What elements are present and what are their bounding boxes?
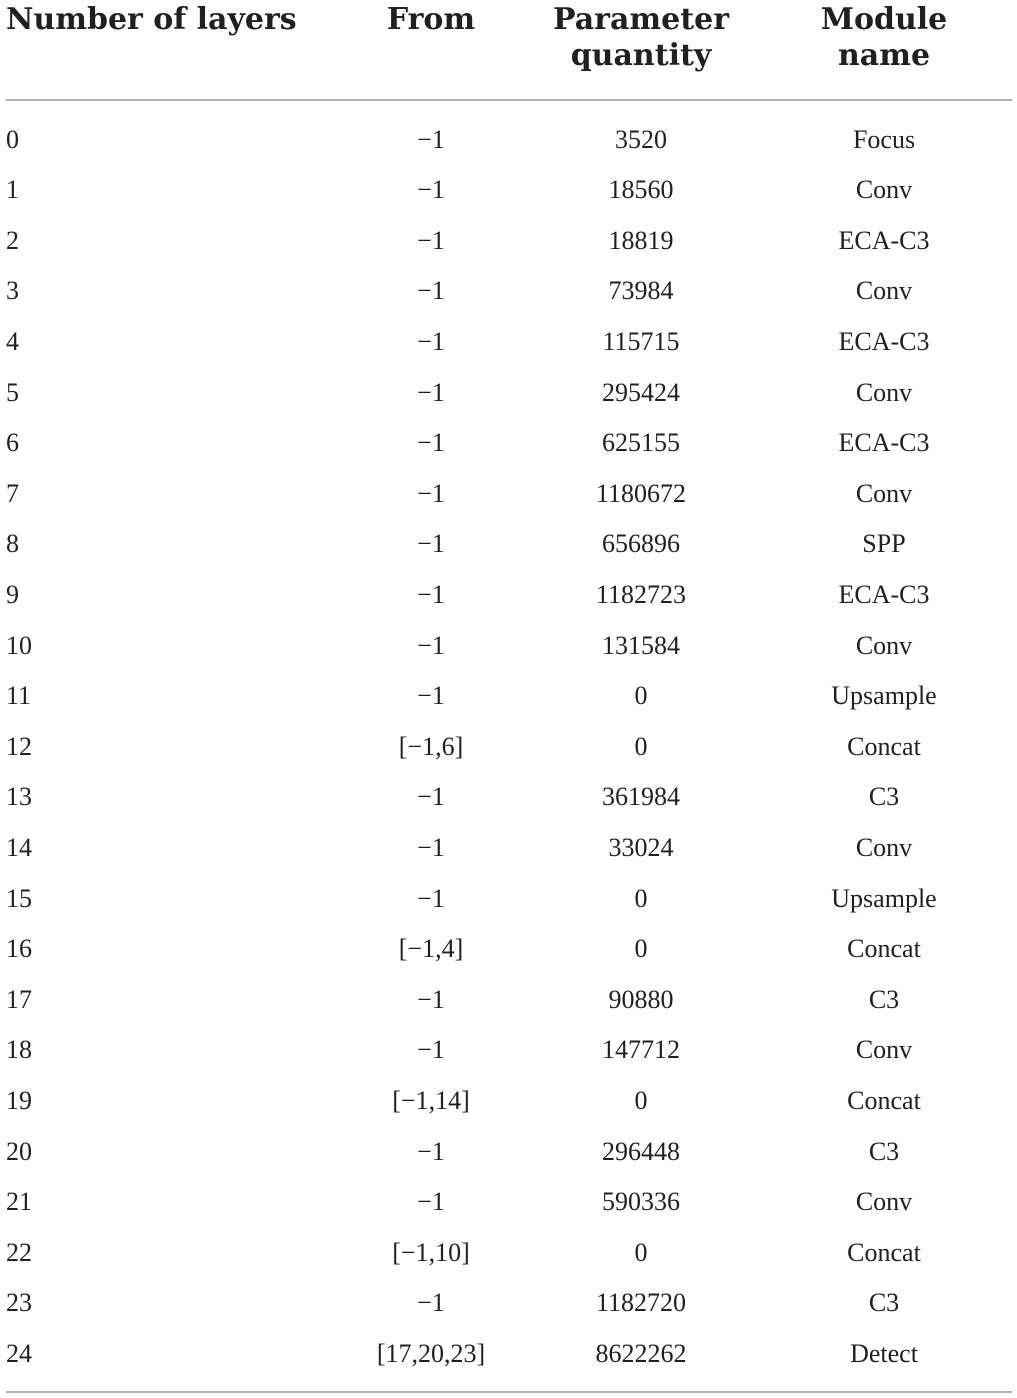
table-row xyxy=(6,671,1012,722)
table-row xyxy=(6,873,1012,924)
cell-parameter-quantity: 1180672 xyxy=(595,478,687,508)
cell-layer-number: 1 xyxy=(6,175,19,205)
cell-parameter-quantity: 656896 xyxy=(602,529,680,559)
table-row xyxy=(6,924,1012,975)
cell-from: −1 xyxy=(417,782,445,812)
cell-parameter-quantity: 8622262 xyxy=(595,1338,687,1368)
table-row xyxy=(6,620,1012,671)
cell-from: −1 xyxy=(417,1187,445,1217)
table-row xyxy=(6,317,1012,368)
cell-from: [−1,10] xyxy=(392,1237,470,1267)
table-row xyxy=(6,100,1012,165)
cell-from: [−1,6] xyxy=(398,731,464,761)
cell-layer-number: 8 xyxy=(6,529,19,559)
cell-module-name: SPP xyxy=(862,529,906,559)
cell-parameter-quantity: 625155 xyxy=(602,428,680,458)
cell-layer-number: 20 xyxy=(6,1136,32,1166)
cell-layer-number: 21 xyxy=(6,1187,32,1217)
cell-module-name: Detect xyxy=(850,1338,918,1368)
cell-from: −1 xyxy=(417,529,445,559)
cell-module-name: Conv xyxy=(855,276,913,306)
cell-parameter-quantity: 361984 xyxy=(602,782,680,812)
cell-module-name: Conv xyxy=(855,377,913,407)
header-module-line1: Module xyxy=(820,2,948,37)
cell-module-name: ECA-C3 xyxy=(838,580,930,610)
cell-from: −1 xyxy=(417,580,445,610)
header-module-name xyxy=(756,0,1012,100)
cell-layer-number: 14 xyxy=(6,833,32,863)
cell-layer-number: 18 xyxy=(6,1035,32,1065)
cell-from: −1 xyxy=(417,175,445,205)
table-row xyxy=(6,165,1012,216)
cell-parameter-quantity: 1182723 xyxy=(595,580,687,610)
header-module-line2: name xyxy=(837,38,931,73)
cell-from: −1 xyxy=(417,225,445,255)
cell-layer-number: 16 xyxy=(6,934,32,964)
table-header xyxy=(6,0,1012,100)
cell-parameter-quantity: 1182720 xyxy=(595,1288,687,1318)
cell-parameter-quantity: 3520 xyxy=(615,125,667,154)
cell-parameter-quantity: 0 xyxy=(634,934,648,964)
cell-module-name: C3 xyxy=(868,1288,900,1318)
cell-layer-number: 13 xyxy=(6,782,32,812)
cell-layer-number: 12 xyxy=(6,731,32,761)
cell-layer-number: 11 xyxy=(6,681,32,711)
cell-from: −1 xyxy=(417,1035,445,1065)
cell-layer-number: 19 xyxy=(6,1085,32,1115)
cell-parameter-quantity: 296448 xyxy=(602,1136,680,1166)
table-row xyxy=(6,823,1012,874)
table-row xyxy=(6,1076,1012,1127)
header-row xyxy=(6,0,1012,100)
cell-module-name: Concat xyxy=(847,1085,921,1115)
cell-layer-number: 9 xyxy=(6,580,19,610)
cell-module-name: Conv xyxy=(855,630,913,660)
cell-module-name: C3 xyxy=(868,984,900,1014)
table-row xyxy=(6,469,1012,520)
layer-table xyxy=(6,0,1012,1379)
cell-from: −1 xyxy=(417,327,445,357)
cell-module-name: Conv xyxy=(855,175,913,205)
cell-module-name: Conv xyxy=(855,1187,913,1217)
cell-layer-number: 10 xyxy=(6,630,32,660)
cell-layer-number: 5 xyxy=(6,377,19,407)
cell-parameter-quantity: 73984 xyxy=(608,276,674,306)
cell-layer-number: 4 xyxy=(6,327,19,357)
cell-module-name: Conv xyxy=(855,478,913,508)
layer-table-container xyxy=(6,0,1012,1379)
cell-from: [−1,4] xyxy=(398,934,464,964)
cell-parameter-quantity: 295424 xyxy=(602,377,680,407)
cell-layer-number: 6 xyxy=(6,428,19,458)
cell-from: −1 xyxy=(417,428,445,458)
table-body xyxy=(6,100,1012,1379)
cell-layer-number: 22 xyxy=(6,1237,32,1267)
cell-parameter-quantity: 131584 xyxy=(602,630,680,660)
cell-parameter-quantity: 18560 xyxy=(608,175,674,205)
cell-parameter-quantity: 0 xyxy=(634,1237,648,1267)
cell-parameter-quantity: 0 xyxy=(634,731,648,761)
table-row xyxy=(6,1177,1012,1228)
cell-layer-number: 7 xyxy=(6,478,19,508)
cell-parameter-quantity: 0 xyxy=(634,883,648,913)
table-row xyxy=(6,1227,1012,1278)
cell-parameter-quantity: 90880 xyxy=(608,984,674,1014)
cell-from: −1 xyxy=(417,833,445,863)
cell-from: [17,20,23] xyxy=(376,1338,486,1368)
cell-layer-number: 3 xyxy=(6,276,19,306)
cell-parameter-quantity: 0 xyxy=(634,681,648,711)
cell-module-name: Concat xyxy=(847,934,921,964)
table-row xyxy=(6,519,1012,570)
cell-from: −1 xyxy=(417,377,445,407)
cell-from: −1 xyxy=(417,681,445,711)
cell-from: −1 xyxy=(417,478,445,508)
table-row xyxy=(6,216,1012,267)
cell-module-name: C3 xyxy=(868,782,900,812)
cell-from: [−1,14] xyxy=(392,1085,470,1115)
header-number-of-layers xyxy=(6,0,336,100)
table-row xyxy=(6,1126,1012,1177)
cell-parameter-quantity: 0 xyxy=(634,1085,648,1115)
cell-from: −1 xyxy=(417,276,445,306)
cell-module-name: Concat xyxy=(847,1237,921,1267)
cell-layer-number: 24 xyxy=(6,1338,32,1368)
header-parameter-quantity xyxy=(526,0,756,100)
table-row xyxy=(6,1278,1012,1329)
cell-from: −1 xyxy=(417,883,445,913)
table-row xyxy=(6,1025,1012,1076)
table-row xyxy=(6,772,1012,823)
cell-from: −1 xyxy=(417,1136,445,1166)
header-from-label: From xyxy=(386,2,476,37)
cell-parameter-quantity: 147712 xyxy=(602,1035,680,1065)
cell-module-name: ECA-C3 xyxy=(838,428,930,458)
cell-from: −1 xyxy=(417,630,445,660)
cell-parameter-quantity: 18819 xyxy=(608,225,674,255)
cell-from: −1 xyxy=(417,984,445,1014)
cell-parameter-quantity: 115715 xyxy=(602,327,680,357)
cell-layer-number: 0 xyxy=(6,125,19,154)
table-row xyxy=(6,266,1012,317)
cell-layer-number: 15 xyxy=(6,883,32,913)
table-row xyxy=(6,1329,1012,1380)
cell-parameter-quantity: 590336 xyxy=(602,1187,680,1217)
cell-layer-number: 23 xyxy=(6,1288,32,1318)
cell-module-name: ECA-C3 xyxy=(838,327,930,357)
table-row xyxy=(6,570,1012,621)
cell-module-name: C3 xyxy=(868,1136,900,1166)
table-row xyxy=(6,418,1012,469)
cell-module-name: Concat xyxy=(847,731,921,761)
cell-layer-number: 17 xyxy=(6,984,32,1014)
table-bottom-rule xyxy=(6,1391,1012,1393)
cell-module-name: ECA-C3 xyxy=(838,225,930,255)
cell-parameter-quantity: 33024 xyxy=(608,833,674,863)
table-row xyxy=(6,722,1012,773)
cell-from: −1 xyxy=(417,125,445,154)
cell-layer-number: 2 xyxy=(6,225,19,255)
cell-module-name: Focus xyxy=(852,125,916,154)
cell-module-name: Conv xyxy=(855,833,913,863)
header-from xyxy=(336,0,526,100)
header-param-line2: quantity xyxy=(570,38,712,73)
table-row xyxy=(6,975,1012,1026)
cell-module-name: Upsample xyxy=(831,681,937,711)
header-param-line1: Parameter xyxy=(552,2,729,37)
header-layers-label: Number of layers xyxy=(6,2,297,37)
table-row xyxy=(6,367,1012,418)
cell-from: −1 xyxy=(417,1288,445,1318)
cell-module-name: Upsample xyxy=(831,883,937,913)
cell-module-name: Conv xyxy=(855,1035,913,1065)
